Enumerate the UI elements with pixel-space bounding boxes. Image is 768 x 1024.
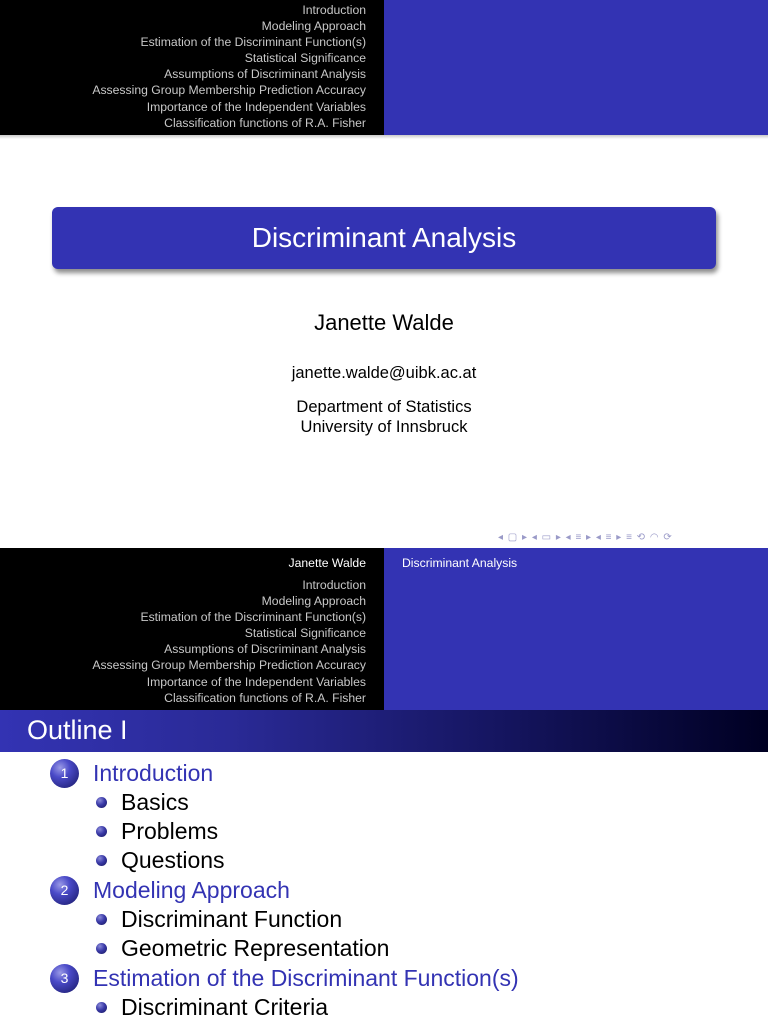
bullet-icon <box>96 943 107 954</box>
nav-section-introduction[interactable]: Introduction <box>302 578 366 592</box>
slide2-header-right-panel <box>384 548 768 710</box>
section-number-ball: 3 <box>50 964 79 993</box>
header-title: Discriminant Analysis <box>402 556 518 570</box>
nav-section-estimation[interactable]: Estimation of the Discriminant Function(s) <box>140 610 366 625</box>
outline-subsection[interactable] <box>0 934 768 963</box>
slide1-header-right-panel <box>384 0 768 135</box>
outline-section[interactable] <box>0 875 768 905</box>
nav-section-prediction-accuracy[interactable]: Assessing Group Membership Prediction Accuracy <box>92 83 366 98</box>
bullet-icon <box>96 914 107 925</box>
nav-section-modeling-approach[interactable]: Modeling Approach <box>261 594 366 609</box>
nav-section-prediction-accuracy[interactable]: Assessing Group Membership Prediction Accuracy <box>92 658 366 673</box>
author-email[interactable]: janette.walde@uibk.ac.at <box>291 364 477 382</box>
header-author: Janette Walde <box>288 556 366 570</box>
nav-section-fisher[interactable]: Classification functions of R.A. Fisher <box>164 690 366 705</box>
outline-subsection[interactable] <box>0 846 768 875</box>
institute <box>0 397 768 437</box>
nav-section-modeling-approach[interactable]: Modeling Approach <box>261 19 366 34</box>
nav-section-importance[interactable]: Importance of the Independent Variables <box>146 99 366 114</box>
frame-title: Outline I <box>0 710 768 752</box>
nav-section-statistical-significance[interactable]: Statistical Significance <box>244 51 366 66</box>
outline-subsection-label[interactable]: Basics <box>121 789 189 815</box>
outline-subsection[interactable] <box>0 817 768 846</box>
bullet-icon <box>96 826 107 837</box>
bullet-icon <box>96 1002 107 1013</box>
nav-section-estimation[interactable]: Estimation of the Discriminant Function(s) <box>140 35 366 50</box>
nav-section-statistical-significance[interactable]: Statistical Significance <box>244 626 366 641</box>
nav-section-importance[interactable]: Importance of the Independent Variables <box>146 674 366 689</box>
header-shadow <box>0 135 768 139</box>
outline-section-label[interactable]: Estimation of the Discriminant Function(s) <box>93 964 519 991</box>
bullet-icon <box>96 797 107 808</box>
outline-subsection[interactable] <box>0 788 768 817</box>
outline-subsection-label[interactable]: Geometric Representation <box>121 935 390 961</box>
presentation-title-box <box>52 207 716 269</box>
outline-subsection[interactable] <box>0 905 768 934</box>
section-number-ball: 1 <box>50 759 79 788</box>
author-name: Janette Walde <box>314 310 454 335</box>
presentation-title: Discriminant Analysis <box>251 222 517 253</box>
outline-section[interactable] <box>0 758 768 788</box>
nav-section-introduction[interactable]: Introduction <box>302 3 366 17</box>
institute-university: University of Innsbruck <box>300 418 468 436</box>
outline-subsection[interactable] <box>0 993 768 1022</box>
outline-subsection-label[interactable]: Questions <box>121 847 225 873</box>
slide1-header <box>0 0 768 135</box>
nav-section-assumptions[interactable]: Assumptions of Discriminant Analysis <box>164 67 366 82</box>
nav-section-fisher[interactable]: Classification functions of R.A. Fisher <box>164 115 366 130</box>
nav-section-assumptions[interactable]: Assumptions of Discriminant Analysis <box>164 642 366 657</box>
slide2-header <box>0 548 768 710</box>
outline-list <box>0 758 768 1022</box>
outline-subsection-label[interactable]: Problems <box>121 818 219 844</box>
outline-subsection-label[interactable]: Discriminant Function <box>121 906 343 932</box>
beamer-navigation-symbols[interactable]: ◂ ▢ ▸ ◂ ▭ ▸ ◂ ≡ ▸ ◂ ≡ ▸ ≡ ⟲ ◠ ⟳ <box>498 532 673 543</box>
institute-department: Department of Statistics <box>296 398 472 416</box>
slide1-section-navigation <box>0 0 384 135</box>
bullet-icon <box>96 855 107 866</box>
section-number-ball: 2 <box>50 876 79 905</box>
outline-subsection-label[interactable]: Discriminant Criteria <box>121 994 329 1020</box>
slide2-section-navigation <box>0 548 384 710</box>
outline-section-label[interactable]: Modeling Approach <box>93 876 290 903</box>
outline-section[interactable] <box>0 963 768 993</box>
outline-section-label[interactable]: Introduction <box>93 759 214 786</box>
